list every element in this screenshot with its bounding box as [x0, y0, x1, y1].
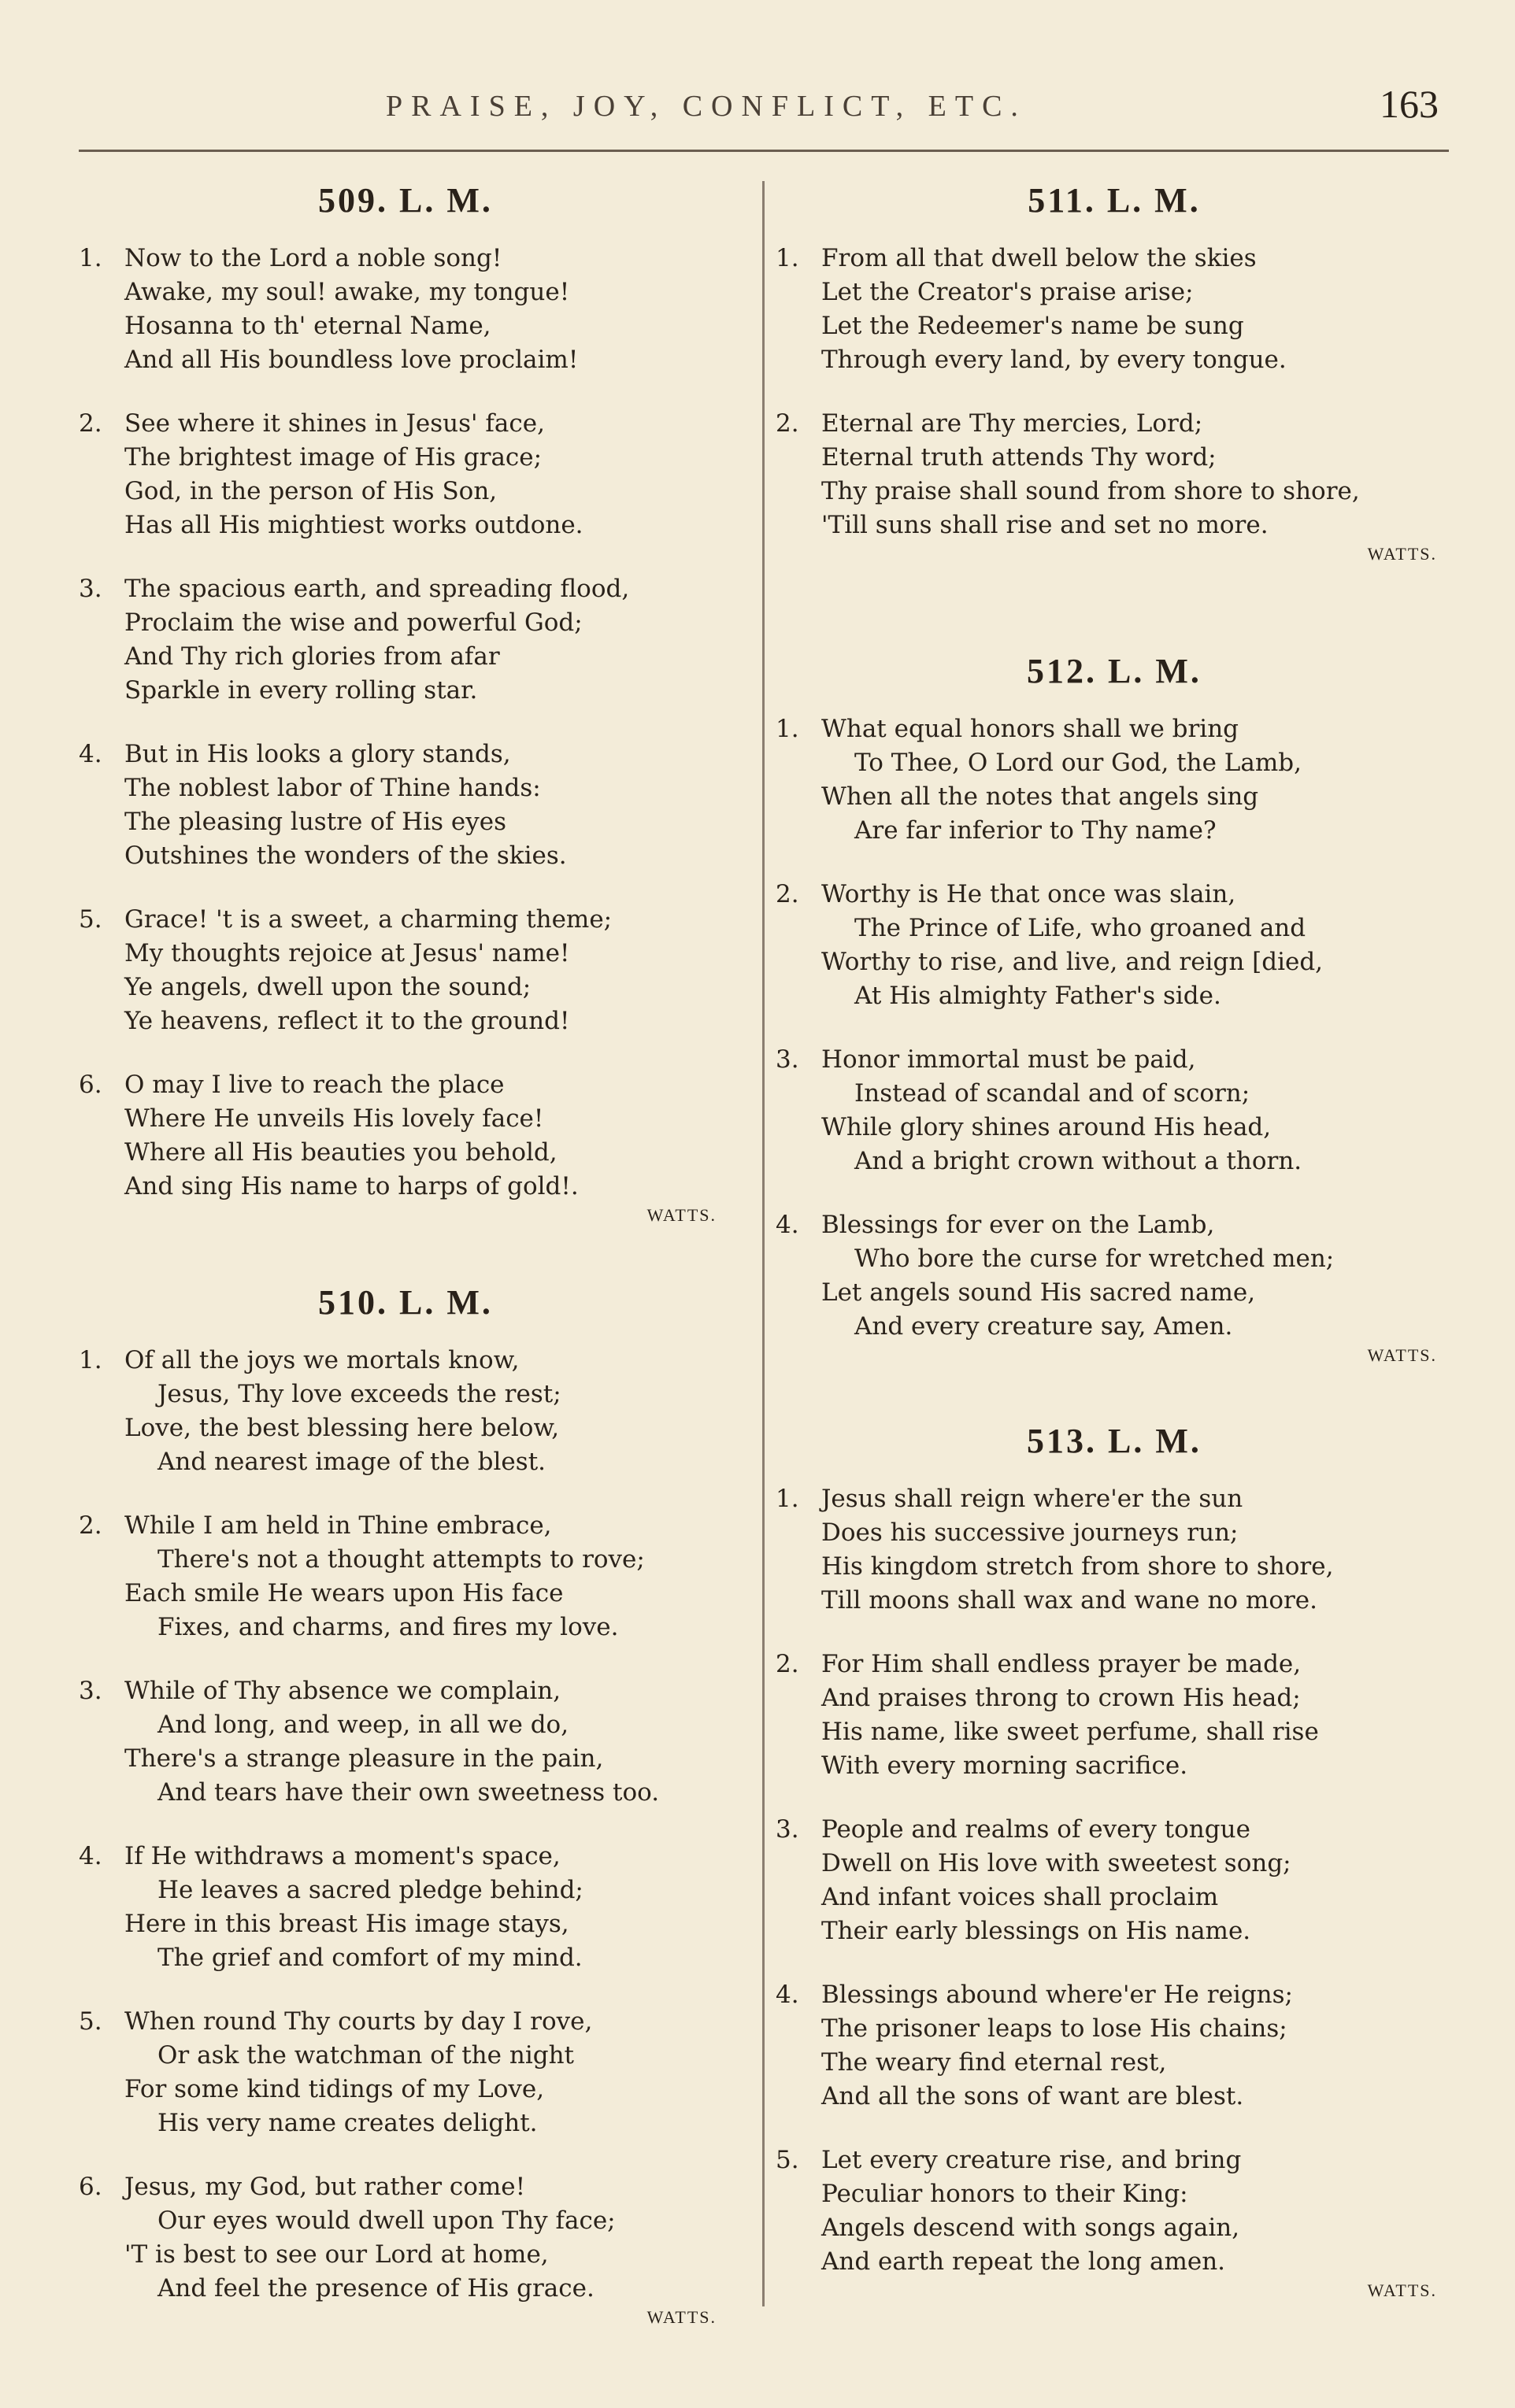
verse-number: 4. [79, 1842, 102, 1870]
verse-line: When all the notes that angels sing [821, 782, 1259, 811]
verse-number: 3. [776, 1045, 799, 1074]
verse-number: 6. [79, 2173, 102, 2201]
verse-line: Dwell on His love with sweetest song; [821, 1849, 1291, 1877]
verse-line: Angels descend with songs again, [821, 2214, 1240, 2242]
verse-line: While of Thy absence we complain, [124, 1677, 561, 1705]
verse-line: Let every creature rise, and bring [821, 2146, 1242, 2174]
verse-line: And nearest image of the blest. [157, 1448, 546, 1476]
verse-line: O may I live to reach the place [124, 1071, 505, 1099]
verse-line: For Him shall endless prayer be made, [821, 1650, 1302, 1678]
hymn-511 [776, 177, 1453, 566]
verse-line: What equal honors shall we bring [821, 715, 1239, 743]
page-header [0, 75, 1515, 130]
hymn-510 [79, 1279, 732, 2329]
verse-line: Through every land, by every tongue. [821, 346, 1287, 374]
verse-line: Worthy is He that once was slain, [821, 880, 1236, 908]
verse-line: See where it shines in Jesus' face, [124, 409, 545, 438]
verse-line: Ye angels, dwell upon the sound; [124, 973, 532, 1001]
verse-line: Where all His beauties you behold, [124, 1138, 557, 1167]
verse-line: The Prince of Life, who groaned and [854, 914, 1306, 942]
verse-line: Thy praise shall sound from shore to shore, [821, 477, 1360, 505]
verse-line: Now to the Lord a noble song! [124, 244, 502, 272]
verse-line: And infant voices shall proclaim [821, 1883, 1219, 1911]
verse-line: Jesus, my God, but rather come! [124, 2173, 526, 2201]
header-rule [79, 150, 1449, 152]
running-title: PRAISE, JOY, CONFLICT, ETC. [386, 90, 1027, 123]
verse-line: Eternal are Thy mercies, Lord; [821, 409, 1203, 438]
author-attribution: WATTS. [646, 2307, 717, 2327]
verse-number: 3. [79, 1677, 102, 1705]
verse-line: The pleasing lustre of His eyes [124, 808, 506, 836]
page-number: 163 [1380, 82, 1439, 126]
stanza [79, 1840, 732, 1975]
verse-line: Let the Redeemer's name be sung [821, 312, 1244, 340]
verse-line: Who bore the curse for wretched men; [854, 1245, 1335, 1273]
stanza [79, 242, 732, 377]
verse-line: While glory shines around His head, [821, 1113, 1272, 1141]
verse-line: Blessings for ever on the Lamb, [821, 1211, 1215, 1239]
author-attribution: WATTS. [646, 1205, 717, 1225]
verse-line: Does his successive journeys run; [821, 1518, 1239, 1547]
stanza [776, 1043, 1453, 1178]
hymn-title: 512. L. M. [1027, 652, 1202, 690]
verse-line: And tears have their own sweetness too. [157, 1778, 660, 1807]
verse-number: 1. [776, 244, 799, 272]
verse-number: 6. [79, 1071, 102, 1099]
verse-line: He leaves a sacred pledge behind; [157, 1876, 583, 1904]
verse-line: And long, and weep, in all we do, [157, 1711, 569, 1739]
verse-line: Ye heavens, reflect it to the ground! [124, 1007, 570, 1035]
verse-line: But in His looks a glory stands, [124, 740, 511, 768]
stanza [79, 2005, 732, 2140]
verse-number: 2. [776, 409, 799, 438]
verse-number: 1. [79, 244, 102, 272]
hymn-title: 511. L. M. [1028, 181, 1201, 220]
verse-line: 'T is best to see our Lord at home, [124, 2240, 549, 2269]
verse-line: Love, the best blessing here below, [124, 1414, 560, 1442]
verse-number: 5. [79, 905, 102, 934]
verse-line: Here in this breast His image stays, [124, 1910, 569, 1938]
hymn-512 [776, 648, 1453, 1367]
stanza [79, 572, 732, 708]
stanza [79, 1068, 732, 1204]
verse-line: And every creature say, Amen. [854, 1312, 1233, 1341]
stanza [776, 1978, 1453, 2114]
stanza [776, 1482, 1453, 1618]
stanza [79, 903, 732, 1038]
stanza [79, 1344, 732, 1479]
verse-line: Honor immortal must be paid, [821, 1045, 1196, 1074]
stanza [79, 1674, 732, 1810]
verse-line: Proclaim the wise and powerful God; [124, 608, 583, 637]
verse-line: The brightest image of His grace; [124, 443, 543, 472]
verse-line: Blessings abound where'er He reigns; [821, 1981, 1293, 2009]
verse-line: And praises throng to crown His head; [821, 1684, 1301, 1712]
verse-line: And a bright crown without a thorn. [854, 1147, 1302, 1175]
verse-number: 3. [79, 575, 102, 603]
verse-line: Jesus shall reign where'er the sun [821, 1485, 1243, 1513]
verse-line: At His almighty Father's side. [854, 982, 1221, 1010]
hymn-513 [776, 1418, 1453, 2303]
verse-line: The spacious earth, and spreading flood, [124, 575, 630, 603]
hymn-title: 510. L. M. [318, 1283, 493, 1322]
verse-line: Peculiar honors to their King: [821, 2180, 1188, 2208]
verse-line: For some kind tidings of my Love, [124, 2075, 545, 2103]
verse-line: There's a strange pleasure in the pain, [124, 1744, 604, 1773]
verse-line: Jesus, Thy love exceeds the rest; [157, 1380, 561, 1408]
stanza [776, 2144, 1453, 2279]
hymn-509 [79, 177, 732, 1227]
verse-number: 5. [776, 2146, 799, 2174]
verse-line: Eternal truth attends Thy word; [821, 443, 1217, 472]
stanza [79, 2170, 732, 2306]
verse-line: Till moons shall wax and wane no more. [821, 1586, 1318, 1615]
verse-line: And all the sons of want are blest. [821, 2082, 1244, 2110]
verse-line: God, in the person of His Son, [124, 477, 498, 505]
verse-number: 1. [776, 715, 799, 743]
verse-line: Awake, my soul! awake, my tongue! [124, 278, 570, 306]
stanza [776, 712, 1453, 848]
verse-number: 5. [79, 2007, 102, 2036]
verse-line: To Thee, O Lord our God, the Lamb, [854, 749, 1302, 777]
verse-line: Instead of scandal and of scorn; [854, 1079, 1250, 1108]
verse-line: From all that dwell below the skies [821, 244, 1257, 272]
hymn-title: 509. L. M. [318, 181, 493, 220]
verse-number: 1. [776, 1485, 799, 1513]
stanza [776, 1648, 1453, 1783]
verse-number: 3. [776, 1815, 799, 1844]
verse-line: Each smile He wears upon His face [124, 1579, 564, 1607]
verse-number: 4. [79, 740, 102, 768]
verse-line: 'Till suns shall rise and set no more. [821, 511, 1269, 539]
verse-number: 2. [79, 1511, 102, 1540]
verse-number: 4. [776, 1211, 799, 1239]
author-attribution: WATTS. [1367, 544, 1437, 564]
verse-number: 2. [79, 409, 102, 438]
verse-line: Let angels sound His sacred name, [821, 1278, 1256, 1307]
column-divider [762, 181, 765, 2306]
stanza [79, 407, 732, 542]
verse-line: The weary find eternal rest, [821, 2048, 1167, 2077]
verse-line: Fixes, and charms, and fires my love. [157, 1613, 619, 1641]
verse-line: Outshines the wonders of the skies. [124, 842, 567, 870]
verse-line: And feel the presence of His grace. [157, 2274, 595, 2303]
author-attribution: WATTS. [1367, 2280, 1437, 2300]
verse-line: When round Thy courts by day I rove, [124, 2007, 593, 2036]
author-attribution: WATTS. [1367, 1345, 1437, 1365]
verse-line: And Thy rich glories from afar [124, 642, 500, 671]
verse-line: His name, like sweet perfume, shall rise [821, 1718, 1319, 1746]
verse-number: 2. [776, 880, 799, 908]
verse-line: With every morning sacrifice. [821, 1751, 1188, 1780]
verse-line: Our eyes would dwell upon Thy face; [157, 2206, 616, 2235]
stanza [776, 242, 1453, 377]
verse-line: His very name creates delight. [157, 2109, 538, 2137]
verse-line: Has all His mightiest works outdone. [124, 511, 583, 539]
stanza [79, 1509, 732, 1644]
verse-line: Let the Creator's praise arise; [821, 278, 1194, 306]
verse-line: People and realms of every tongue [821, 1815, 1250, 1844]
verse-line: The grief and comfort of my mind. [157, 1944, 583, 1972]
stanza [776, 1208, 1453, 1344]
verse-line: The noblest labor of Thine hands: [124, 774, 541, 802]
verse-line: Sparkle in every rolling star. [124, 676, 478, 705]
verse-line: And earth repeat the long amen. [821, 2247, 1226, 2276]
verse-line: Grace! 't is a sweet, a charming theme; [124, 905, 613, 934]
verse-line: And all His boundless love proclaim! [124, 346, 579, 374]
verse-line: Worthy to rise, and live, and reign [died, [821, 948, 1324, 976]
verse-line: Their early blessings on His name. [821, 1917, 1251, 1945]
verse-line: There's not a thought attempts to rove; [157, 1545, 645, 1574]
stanza [776, 878, 1453, 1013]
verse-number: 2. [776, 1650, 799, 1678]
verse-line: His kingdom stretch from shore to shore, [821, 1552, 1334, 1581]
verse-line: My thoughts rejoice at Jesus' name! [124, 939, 570, 967]
verse-line: Of all the joys we mortals know, [124, 1346, 520, 1374]
verse-line: Hosanna to th' eternal Name, [124, 312, 491, 340]
verse-line: The prisoner leaps to lose His chains; [821, 2014, 1287, 2043]
verse-line: If He withdraws a moment's space, [124, 1842, 561, 1870]
hymn-title: 513. L. M. [1027, 1422, 1202, 1460]
verse-line: Where He unveils His lovely face! [124, 1104, 544, 1133]
verse-number: 4. [776, 1981, 799, 2009]
stanza [776, 407, 1453, 542]
verse-line: Are far inferior to Thy name? [854, 816, 1217, 845]
verse-line: While I am held in Thine embrace, [124, 1511, 552, 1540]
stanza [776, 1813, 1453, 1948]
verse-number: 1. [79, 1346, 102, 1374]
verse-line: Or ask the watchman of the night [157, 2041, 574, 2070]
stanza [79, 738, 732, 873]
verse-line: And sing His name to harps of gold!. [124, 1172, 579, 1200]
